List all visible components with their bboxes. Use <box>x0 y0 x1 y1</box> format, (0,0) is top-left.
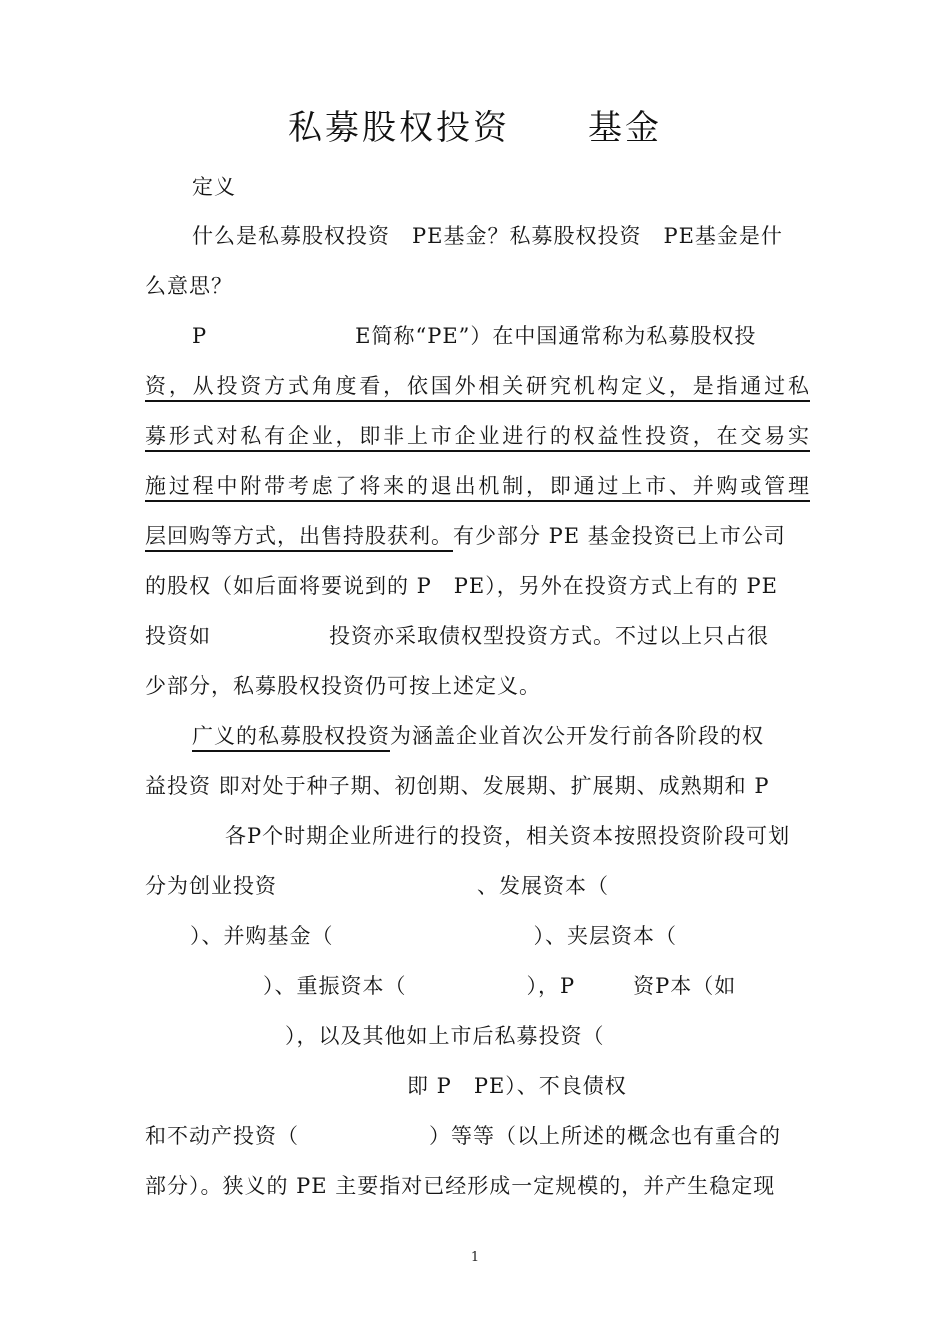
text-line: ），以及其他如上市后私募投资（ <box>285 1024 605 1048</box>
text-line: ）、重振资本（ ），P 资P本（如 <box>263 974 737 998</box>
underlined-term: 广义的私募股权投资 <box>192 724 390 752</box>
document-title <box>0 100 950 149</box>
text-line: 各P个时期企业所进行的投资，相关资本按照投资阶段可划 <box>225 824 791 848</box>
text-line: 么意思？ <box>145 274 233 298</box>
text-line <box>145 462 810 510</box>
text-line: 即 P PE）、不良债权 <box>407 1074 627 1098</box>
text-line: ）、并购基金（ ）、夹层资本（ <box>190 924 677 948</box>
text-line: 部分）。狭义的 PE 主要指对已经形成一定规模的，并产生稳定现 <box>145 1174 776 1198</box>
text-line: 层回购等方式，出售持股获利。有少部分 PE 基金投资已上市公司 <box>145 512 810 560</box>
text-line: 投资如 投资亦采取债权型投资方式。不过以上只占很 <box>145 624 769 648</box>
text-line: 益投资 即对处于种子期、初创期、发展期、扩展期、成熟期和 P <box>145 774 770 798</box>
text-line: 少部分，私募股权投资仍可按上述定义。 <box>145 674 541 698</box>
text-line: P E简称“PE”）在中国通常称为私募股权投 <box>192 324 757 348</box>
text-line: 和不动产投资（ ）等等（以上所述的概念也有重合的 <box>145 1124 781 1148</box>
text-line: 什么是私募股权投资 PE基金？私募股权投资 PE基金是什 <box>192 224 783 248</box>
underlined-definition: 层回购等方式，出售持股获利。 <box>145 524 453 552</box>
section-heading-definition: 定义 <box>192 175 236 199</box>
text-line: 的股权（如后面将要说到的 P PE），另外在投资方式上有的 PE <box>145 574 778 598</box>
underlined-definition: 募形式对私有企业，即非上市企业进行的权益性投资，在交易实 <box>145 424 810 452</box>
underlined-definition: 资，从投资方式角度看，依国外相关研究机构定义，是指通过私 <box>145 374 810 402</box>
text-line <box>145 362 810 410</box>
title-part-2: 基金 <box>588 108 662 148</box>
page-number: 1 <box>470 1250 480 1265</box>
title-part-1: 私募股权投资 <box>288 108 510 148</box>
text-line <box>145 412 810 460</box>
text-line: 广义的私募股权投资为涵盖企业首次公开发行前各阶段的权 <box>192 712 810 760</box>
underlined-definition: 施过程中附带考虑了将来的退出机制，即通过上市、并购或管理 <box>145 474 810 502</box>
text-line: 分为创业投资 、发展资本（ <box>145 874 609 898</box>
